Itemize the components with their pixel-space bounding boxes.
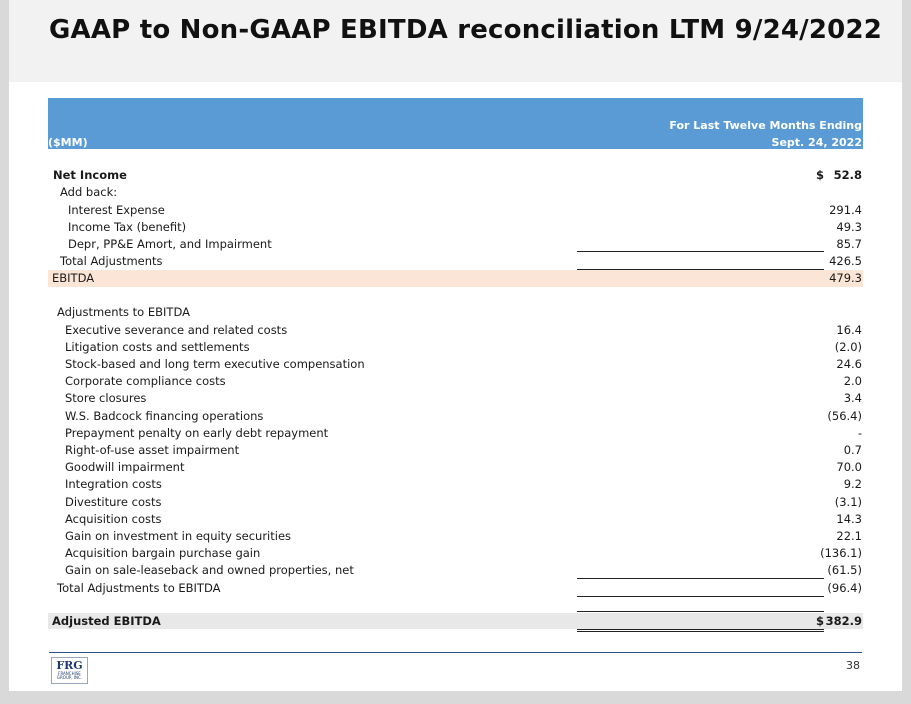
row-interest-expense [48,202,863,219]
row-value: 479.3 [829,271,862,285]
row-value: 2.0 [843,374,862,388]
row-value: (56.4) [827,409,862,423]
row-value: 9.2 [843,477,862,491]
row-value: (96.4) [827,581,862,595]
row-label: Stock-based and long term executive compensation [65,357,365,371]
dollar-sign: $ [816,168,825,182]
row-bargain-purchase-gain [48,545,863,562]
row-stock-based-comp [48,356,863,373]
subtotal-underline [577,251,824,252]
row-value: 3.4 [843,391,862,405]
row-label: Divestiture costs [65,495,162,509]
row-executive-severance [48,322,863,339]
dollar-sign: $ [816,614,825,628]
table-header [48,98,863,149]
row-label: Income Tax (benefit) [68,220,187,234]
row-value: (3.1) [834,495,862,509]
row-value: - [857,426,862,440]
row-value: (2.0) [834,340,862,354]
row-label: Store closures [65,391,147,405]
row-label: Right-of-use asset impairment [65,443,240,457]
row-label: Corporate compliance costs [65,374,226,388]
row-label: Acquisition costs [65,512,162,526]
row-store-closures [48,390,863,407]
period-line-2: Sept. 24, 2022 [771,136,862,149]
row-value: 24.6 [836,357,862,371]
double-underline-top [577,629,824,630]
row-sale-leaseback-gain [48,562,863,579]
row-goodwill-impairment [48,459,863,476]
row-label: Gain on sale-leaseback and owned properties, net [65,563,354,577]
total-overline [577,611,824,612]
unit-label: ($MM) [48,136,88,149]
row-value: 382.9 [825,614,862,628]
row-label: Depr, PP&E Amort, and Impairment [68,237,272,251]
row-label: Gain on investment in equity securities [65,529,292,543]
row-label: Acquisition bargain purchase gain [65,546,261,560]
row-label: Interest Expense [68,203,165,217]
row-label: Adjusted EBITDA [52,614,161,628]
subtotal-underline [577,596,824,597]
page-number: 38 [846,659,860,672]
row-total-adjustments-ebitda [48,580,863,597]
row-corporate-compliance [48,373,863,390]
row-label: Prepayment penalty on early debt repayment [65,426,329,440]
row-divestiture-costs [48,494,863,511]
row-total-adjustments [48,253,863,270]
row-adjusted-ebitda [48,613,863,629]
row-label: Add back: [60,185,118,199]
row-label: Litigation costs and settlements [65,340,250,354]
double-underline-bottom [577,631,824,632]
row-label: EBITDA [52,271,95,285]
row-label: Total Adjustments to EBITDA [57,581,221,595]
row-value: 52.8 [833,168,862,182]
slide [9,0,902,691]
logo-subtext: FRANCHISE GROUP, INC. [56,671,83,680]
period-line-1: For Last Twelve Months Ending [669,119,862,132]
footer-divider [49,652,862,653]
row-value: (61.5) [827,563,862,577]
row-value: 70.0 [836,460,862,474]
frg-logo [51,657,88,684]
row-equity-securities-gain [48,528,863,545]
row-value: 16.4 [836,323,862,337]
row-label: Goodwill impairment [65,460,185,474]
row-value: 291.4 [829,203,862,217]
row-add-back [48,184,863,201]
row-badcock-financing [48,408,863,425]
row-acquisition-costs [48,511,863,528]
row-label: Adjustments to EBITDA [57,305,190,319]
row-income-tax [48,219,863,236]
row-value: (136.1) [820,546,862,560]
row-label: Net Income [53,168,127,182]
row-value: 0.7 [843,443,862,457]
row-litigation [48,339,863,356]
row-label: Total Adjustments [60,254,163,268]
subtotal-underline [577,578,824,579]
row-value: 14.3 [836,512,862,526]
title-band [9,0,902,82]
row-rou-impairment [48,442,863,459]
row-net-income [48,167,863,184]
row-ebitda [48,270,863,287]
row-prepayment-penalty [48,425,863,442]
row-label: Integration costs [65,477,162,491]
row-integration-costs [48,476,863,493]
row-label: Executive severance and related costs [65,323,288,337]
logo-text: FRG [56,659,83,672]
row-value: 426.5 [829,254,862,268]
row-label: W.S. Badcock financing operations [65,409,264,423]
slide-title: GAAP to Non-GAAP EBITDA reconciliation LTM 9/24/2022 [49,15,883,45]
row-value: 22.1 [836,529,862,543]
row-value: 85.7 [836,237,862,251]
row-adjustments-heading [48,304,863,321]
row-value: 49.3 [836,220,862,234]
